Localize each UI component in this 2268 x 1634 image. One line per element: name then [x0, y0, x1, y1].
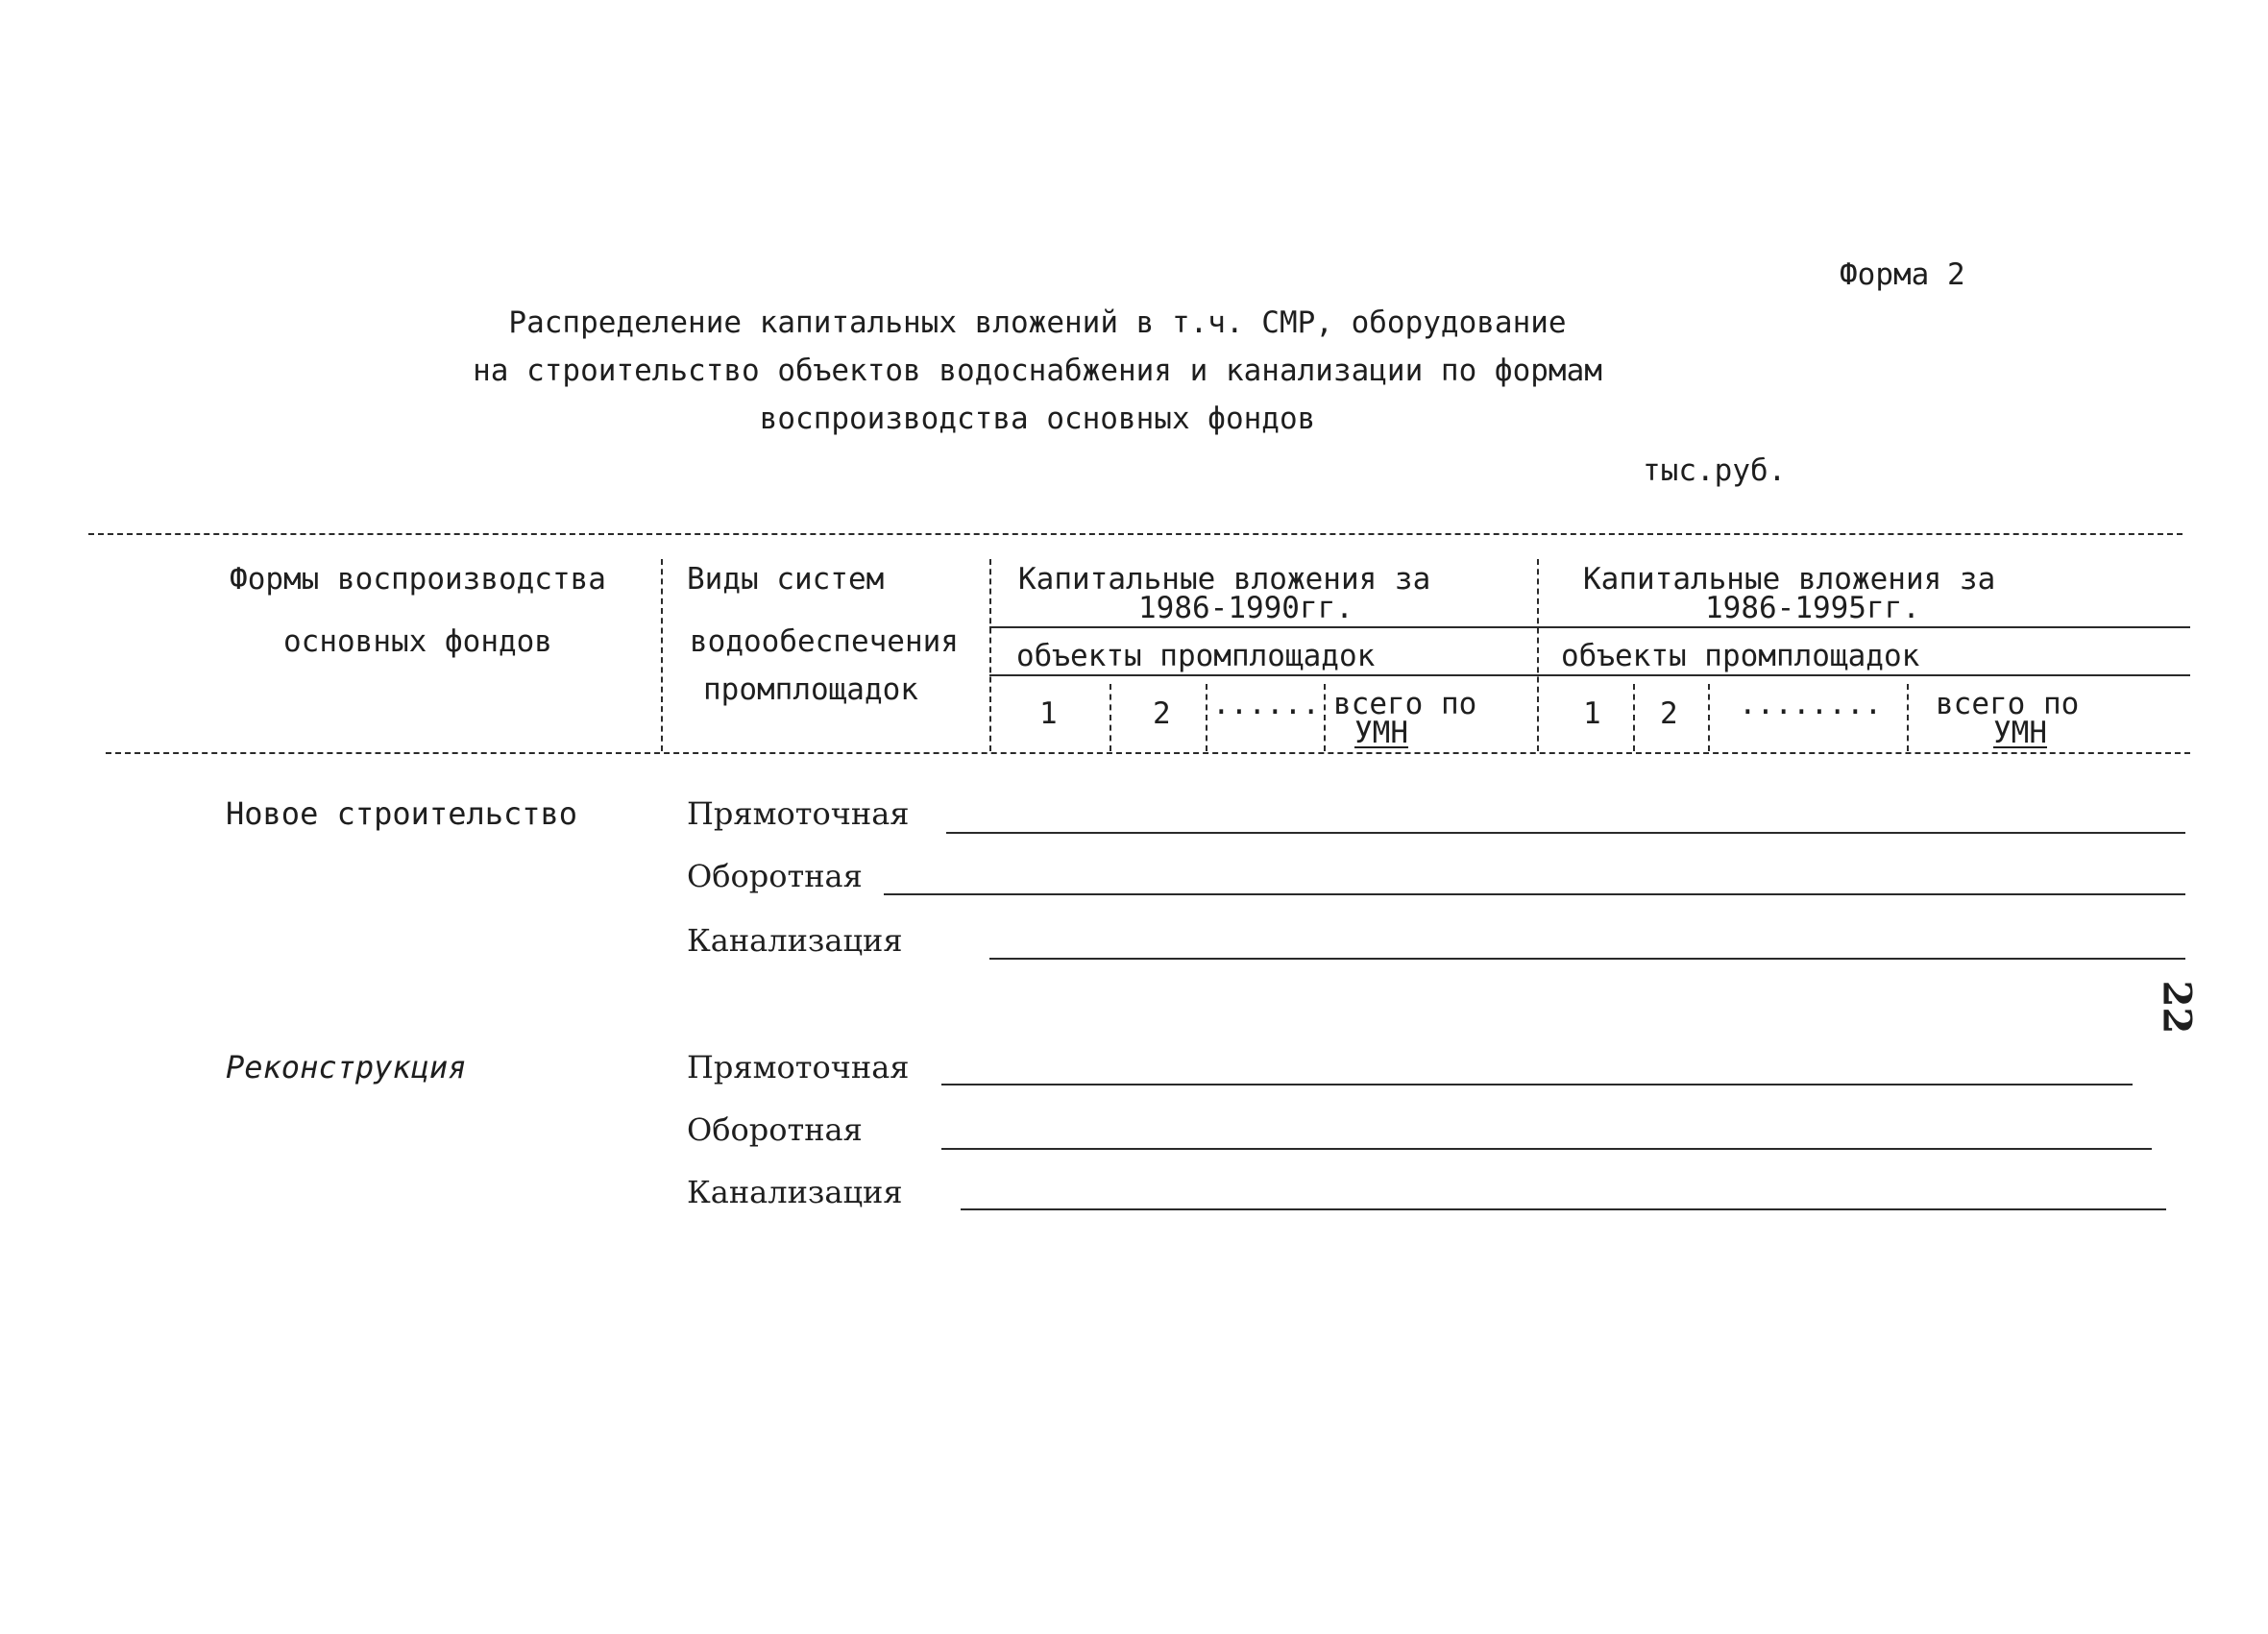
fill-line [884, 893, 2185, 895]
separator-col2-group1 [989, 559, 991, 751]
fill-line [989, 958, 2185, 960]
group1-sub: объекты промплощадок [1016, 639, 1376, 673]
col2-line-2: водообеспечения [690, 624, 959, 659]
group2-sep-1 [1633, 684, 1635, 751]
section-category: Реконструкция [226, 1049, 467, 1085]
fill-line [941, 1084, 2133, 1085]
title-line-1: Распределение капитальных вложений в т.ч. СМР, оборудование [508, 305, 1567, 340]
col2-line-3: промплощадок [703, 672, 918, 707]
group2-col-total-1: всего по [1936, 687, 2080, 721]
group2-sub: объекты промплощадок [1561, 639, 1920, 673]
header-bottom-rule [106, 752, 2190, 754]
row-label: Оборотная [687, 858, 863, 894]
fill-line [941, 1148, 2152, 1150]
units-label: тыс.руб. [1643, 453, 1787, 488]
group2-col-total-2: УМН [1993, 716, 2047, 750]
separator-col1-col2 [661, 559, 663, 751]
col1-line-2: основных фондов [283, 624, 552, 659]
group2-sep-2 [1708, 684, 1710, 751]
header-top-rule [88, 533, 2183, 535]
col2-line-1: Виды систем [687, 562, 885, 597]
group2-col-2: 2 [1660, 696, 1678, 731]
side-page-mark: 22 [2154, 980, 2200, 1035]
group1-col-dots: ...... [1212, 687, 1320, 721]
group1-col-total-2: УМН [1354, 716, 1408, 750]
group2-col-dots: ........ [1739, 687, 1883, 721]
group1-title-line-2: 1986-1990гг. [1138, 591, 1353, 625]
group2-sep-3 [1907, 684, 1909, 751]
fill-line [946, 832, 2185, 834]
group1-sep-1 [1110, 684, 1111, 751]
group1-col-2: 2 [1153, 696, 1171, 731]
group1-sep-3 [1324, 684, 1326, 751]
col1-line-1: Формы воспроизводства [230, 562, 606, 597]
group2-title-line-2: 1986-1995гг. [1705, 591, 1920, 625]
group1-sep-2 [1206, 684, 1207, 751]
group-sub-rule [989, 674, 2190, 676]
group-title-rule [989, 626, 2190, 628]
row-label: Канализация [687, 1174, 903, 1210]
group1-col-1: 1 [1039, 696, 1058, 731]
group2-title-line-1: Капитальные вложения за [1583, 562, 1996, 597]
row-label: Прямоточная [687, 795, 910, 832]
title-line-2: на строительство объектов водоснабжения и канализации по формам [473, 354, 1602, 388]
separator-group1-group2 [1537, 559, 1539, 751]
row-label: Оборотная [687, 1111, 863, 1148]
title-line-3: воспроизводства основных фондов [759, 402, 1316, 436]
form-label: Форма 2 [1840, 257, 1965, 292]
row-label: Канализация [687, 922, 903, 959]
group1-title-line-1: Капитальные вложения за [1018, 562, 1431, 597]
group1-col-total-1: всего по [1333, 687, 1477, 721]
section-category: Новое строительство [226, 795, 578, 832]
row-label: Прямоточная [687, 1049, 910, 1085]
group2-col-1: 1 [1583, 696, 1601, 731]
fill-line [961, 1208, 2166, 1210]
